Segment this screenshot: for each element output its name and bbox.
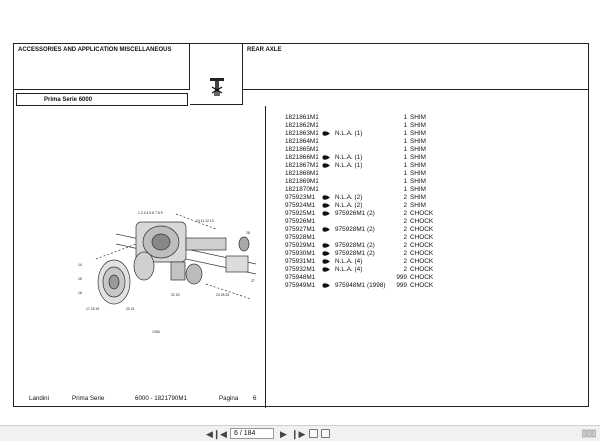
part-desc: CHOCK <box>410 258 434 265</box>
part-ref: 1821868M1 <box>285 170 319 177</box>
part-desc: SHIM <box>410 162 426 169</box>
part-note: 975928M1 (2) <box>335 226 375 233</box>
part-qty: 1 <box>403 138 407 145</box>
replacement-marker-icon <box>322 131 330 136</box>
pdf-viewer-toolbar <box>0 425 600 441</box>
next-page-icon[interactable]: ▶ <box>280 429 287 439</box>
part-qty: 2 <box>403 226 407 233</box>
footer-brand: Landini <box>29 395 49 402</box>
part-desc: SHIM <box>410 138 426 145</box>
part-note: 975928M1 (2) <box>335 250 375 257</box>
part-ref: 975925M1 <box>285 210 316 217</box>
part-qty: 2 <box>403 218 407 225</box>
document-page-frame <box>13 43 589 407</box>
part-ref: 1821866M1 <box>285 154 319 161</box>
part-ref: 1821864M1 <box>285 138 319 145</box>
svg-text:15: 15 <box>78 277 82 281</box>
part-note: N.L.A. (2) <box>335 194 363 201</box>
part-note: N.L.A. (2) <box>335 202 363 209</box>
footer-page-number: 6 <box>253 395 257 402</box>
part-qty: 2 <box>403 194 407 201</box>
part-ref: 1821863M1 <box>285 130 319 137</box>
part-ref: 975949M1 <box>285 282 316 289</box>
part-qty: 2 <box>403 266 407 273</box>
svg-text:24 25 26: 24 25 26 <box>216 293 230 297</box>
replacement-marker-icon <box>322 227 330 232</box>
part-qty: 2 <box>403 202 407 209</box>
part-ref: 975926M1 <box>285 218 316 225</box>
part-desc: SHIM <box>410 114 426 121</box>
part-note: N.L.A. (4) <box>335 266 363 273</box>
part-qty: 2 <box>403 250 407 257</box>
part-qty: 1 <box>403 146 407 153</box>
part-qty: 1 <box>403 178 407 185</box>
part-ref: 1821862M1 <box>285 122 319 129</box>
part-qty: 2 <box>403 242 407 249</box>
part-desc: CHOCK <box>410 274 434 281</box>
part-desc: CHOCK <box>410 234 434 241</box>
part-ref: 1821870M1 <box>285 186 319 193</box>
part-note: 975928M1 (2) <box>335 242 375 249</box>
replacement-marker-icon <box>322 259 330 264</box>
part-ref: 1821869M1 <box>285 178 319 185</box>
replacement-marker-icon <box>322 163 330 168</box>
part-desc: SHIM <box>410 122 426 129</box>
part-note: N.L.A. (1) <box>335 162 363 169</box>
svg-text:28: 28 <box>246 231 250 235</box>
part-desc: SHIM <box>410 202 426 209</box>
part-desc: CHOCK <box>410 218 434 225</box>
svg-text:22 23: 22 23 <box>171 293 180 297</box>
part-ref: 975931M1 <box>285 258 316 265</box>
wrench-part-icon <box>190 44 243 105</box>
replacement-marker-icon <box>322 267 330 272</box>
last-page-icon[interactable]: ❙▶ <box>291 429 306 439</box>
part-qty: 1 <box>403 114 407 121</box>
part-ref: 975924M1 <box>285 202 316 209</box>
viewer-options-icon[interactable] <box>582 429 596 438</box>
part-qty: 1 <box>403 162 407 169</box>
part-ref: 1821861M1 <box>285 114 319 121</box>
part-ref: 975929M1 <box>285 242 316 249</box>
part-desc: CHOCK <box>410 242 434 249</box>
replacement-marker-icon <box>322 195 330 200</box>
part-desc: SHIM <box>410 194 426 201</box>
group-header-cell <box>243 44 588 90</box>
part-note: 975948M1 (1998) <box>335 282 386 289</box>
part-qty: 2 <box>403 258 407 265</box>
svg-text:1 2 3 4 5 6 7 8 9: 1 2 3 4 5 6 7 8 9 <box>138 211 163 215</box>
section-title: ACCESSORIES AND APPLICATION MISCELLANEOUS <box>18 47 172 53</box>
part-desc: CHOCK <box>410 250 434 257</box>
part-desc: SHIM <box>410 178 426 185</box>
part-qty: 2 <box>403 234 407 241</box>
part-qty: 1 <box>403 186 407 193</box>
part-qty: 1 <box>403 154 407 161</box>
model-title: Prima Serie 6000 <box>44 97 93 103</box>
part-qty: 2 <box>403 210 407 217</box>
replacement-marker-icon <box>322 243 330 248</box>
svg-text:16: 16 <box>78 291 82 295</box>
fit-page-icon[interactable] <box>309 429 318 438</box>
part-desc: CHOCK <box>410 226 434 233</box>
part-note: N.L.A. (1) <box>335 154 363 161</box>
part-desc: SHIM <box>410 154 426 161</box>
part-ref: 975948M1 <box>285 274 316 281</box>
prev-page-icon[interactable]: ◀ <box>220 429 227 439</box>
svg-text:17 18 19: 17 18 19 <box>86 307 100 311</box>
part-qty: 999 <box>396 274 407 281</box>
footer-series: Prima Serie <box>72 395 105 402</box>
tractor-part-icon-cell <box>190 44 243 105</box>
part-ref: 975928M1 <box>285 234 316 241</box>
part-note: 975926M1 (2) <box>335 210 375 217</box>
part-qty: 1 <box>403 170 407 177</box>
page-number-input[interactable]: 6 / 184 <box>230 428 274 439</box>
first-page-icon[interactable]: ◀❙ <box>206 429 221 439</box>
part-desc: SHIM <box>410 130 426 137</box>
svg-text:27: 27 <box>251 279 255 283</box>
part-desc: SHIM <box>410 186 426 193</box>
model-box <box>16 93 188 106</box>
diagram-ref-label: 1386 <box>152 330 160 334</box>
part-note: N.L.A. (1) <box>335 130 363 137</box>
part-qty: 1 <box>403 130 407 137</box>
part-ref: 975930M1 <box>285 250 316 257</box>
part-desc: SHIM <box>410 170 426 177</box>
part-ref: 1821867M1 <box>285 162 319 169</box>
part-ref: 1821865M1 <box>285 146 319 153</box>
part-desc: CHOCK <box>410 282 434 289</box>
replacement-marker-icon <box>322 203 330 208</box>
replacement-marker-icon <box>322 155 330 160</box>
part-desc: CHOCK <box>410 266 434 273</box>
svg-text:20 21: 20 21 <box>126 307 135 311</box>
part-qty: 999 <box>396 282 407 289</box>
fit-width-icon[interactable] <box>321 429 330 438</box>
replacement-marker-icon <box>322 251 330 256</box>
group-title: REAR AXLE <box>247 47 282 53</box>
part-qty: 1 <box>403 122 407 129</box>
part-ref: 975932M1 <box>285 266 316 273</box>
part-note: N.L.A. (4) <box>335 258 363 265</box>
part-ref: 975927M1 <box>285 226 316 233</box>
svg-text:14: 14 <box>78 263 82 267</box>
part-ref: 975923M1 <box>285 194 316 201</box>
part-desc: SHIM <box>410 146 426 153</box>
section-header-cell <box>14 44 190 90</box>
replacement-marker-icon <box>322 211 330 216</box>
rear-axle-exploded-diagram <box>76 204 266 334</box>
footer-model-code: 6000 - 1821790M1 <box>135 395 187 402</box>
part-desc: CHOCK <box>410 210 434 217</box>
svg-text:10 11 12 13: 10 11 12 13 <box>196 219 214 223</box>
replacement-marker-icon <box>322 283 330 288</box>
footer-page-label: Pagina <box>219 395 239 402</box>
